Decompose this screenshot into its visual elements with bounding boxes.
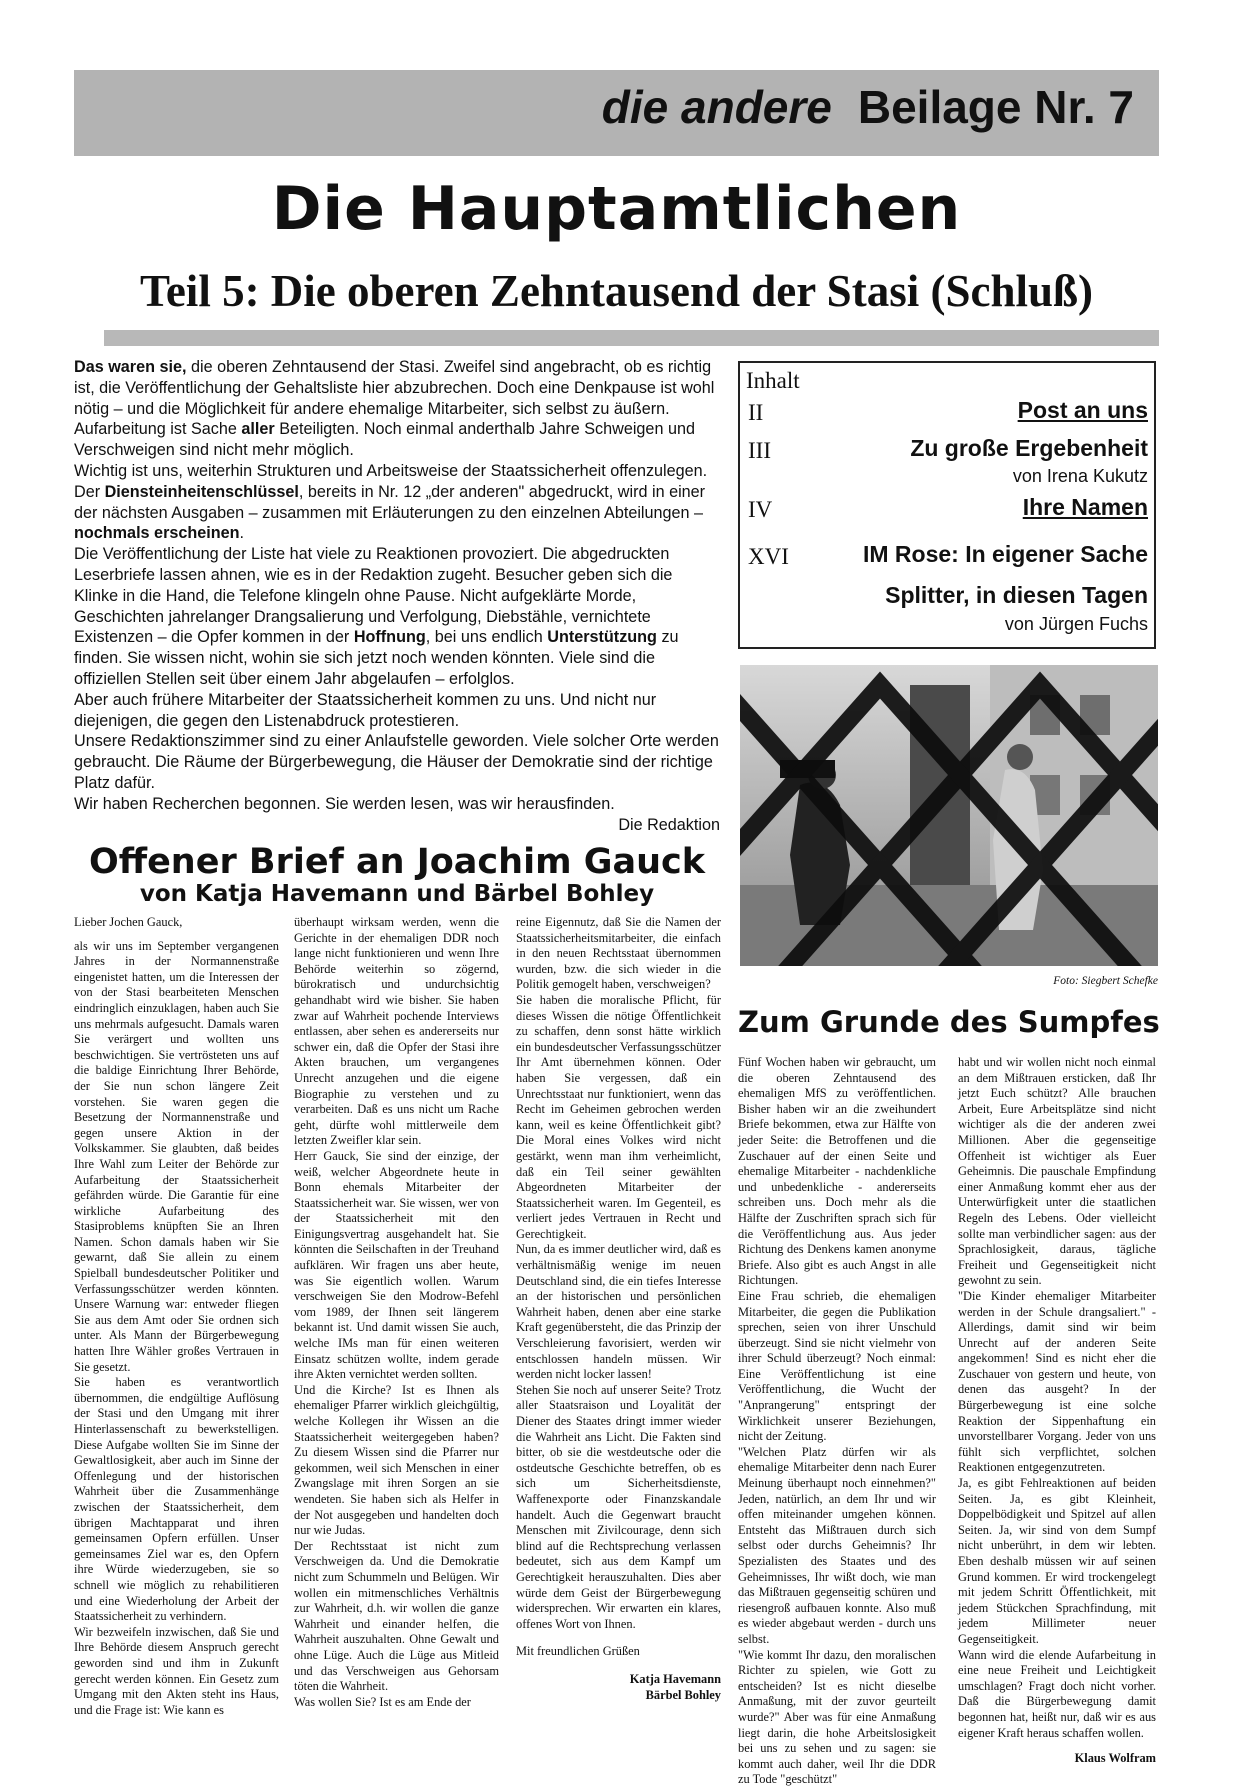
intro-emphasis: Unterstützung: [547, 628, 657, 647]
main-headline: Die Hauptamtlichen: [271, 174, 962, 244]
article-paragraph: Eine Frau schrieb, die ehemaligen Mitarbeiter, die gegen die Publikation sprechen, seien von ihrer Unschuld überzeugt. Sind sie nicht vielmehr von ihrer Schuld überzeugt? Noch einmal: Eine Veröffentlichung ist eine Veröffentlichung, die Wucht der "Anprangerung" entspringt der Wirklichkeit unserer Beziehungen, nicht der Zeitung.: [738, 1288, 936, 1444]
toc-item-title[interactable]: Zu große Ergebenheit: [910, 435, 1148, 461]
intro-lead: Das waren sie,: [74, 358, 187, 376]
intro-paragraph: [74, 544, 720, 690]
newspaper-name: die andere: [601, 81, 832, 133]
article-headline: Zum Grunde des Sumpfes: [738, 1005, 1160, 1039]
intro-paragraph: [74, 461, 720, 544]
toc-item-number: IV: [748, 497, 773, 522]
intro-text: Wichtig ist uns, weiterhin Strukturen und Arbeitsweise der Staatssicherheit offenzulegen. Der: [74, 461, 708, 501]
article-paragraph: habt und wir wollen nicht noch einmal an dem Mißtrauen ersticken, daß Ihr jetzt Euch schützt? Alle brauchen Arbeit, Eure Arbeitsplätze sind nicht wichtiger als die der anderen zwei Millionen. Aber die gegenseitige Offenheit ist wichtiger als Euer Geheimnis. Die pauschale Empfindung einer Anmaßung kommt eher aus der Unterwürfigkeit unter die staatlichen Regeln des Lebens. Oder vielleicht sollte man verbindlicher sagen: aus der Sprachlosigkeit, daraus, tägliche Freiheit und Gegenseitigkeit nicht gewohnt zu sein.: [958, 1055, 1156, 1288]
letter-column-1: [74, 915, 279, 1718]
letter-paragraph: Wir bezweifeln inzwischen, daß Sie und Ihre Behörde diesem Anspruch gerecht geworden sind und ihm in Zukunft gerecht werden können. Ein Gesetz zum Umgang mit den Akten steht ins Haus, und die Frage ist: Wie kann es: [74, 1624, 279, 1717]
letter-column-3: [516, 915, 721, 1703]
letter-signature: Katja Havemann: [629, 1671, 721, 1686]
letter-paragraph: Herr Gauck, Sie sind der einzige, der weiß, welcher Abgeordnete heute in Bonn ehemals Mitarbeiter der Staatssicherheit war. Sie wissen, wer von der Staatssicherheit mit den Einigungsvertrag ausgehandelt hat. Sie könnten die Seilschaften in der Treuhand aufklären. Wir fragen uns aber heute, was Sie eigentlich wollen. Warum verschweigen Sie den Modrow-Befehl vom 1989, der Ihnen seit längerem bekannt ist. Und damit wissen Sie auch, welche IMs man für einen weiteren Einsatz schützen wollte, indem gerade ihre Akten vernichtet werden sollten.: [294, 1148, 499, 1382]
intro-text: Beteiligten. Noch einmal anderthalb Jahre Schweigen und Verschweigen sind nicht mehr möglich.: [74, 420, 695, 460]
intro-emphasis: nochmals erscheinen: [74, 524, 240, 543]
photo-scene: [740, 665, 1158, 966]
letter-paragraph: als wir uns im September vergangenen Jahres in der Normannenstraße eingenistet hatten, um die Interessen der von der Stasi bearbeiteten Menschen eindringlich einzuklagen, haben auch Sie uns mehrmals aufgesucht. Damals waren Sie verärgert und wollten uns beschwichtigen. Sie vertrösteten uns auf die baldige Einrichtung Ihrer Behörde, der Sie nun schon längere Zeit vorstehen. Sie waren gegen die Besetzung der Normannenstraße und gegen unsere Aktion in der Volkskammer. Sie glaubten, daß beides Ihre Wahl zum Leiter der Behörde zur Aufarbeitung der Staatssicherheit gefährden würde. Die Garantie für eine wirkliche Aufarbeitung des Stasiproblems knüpften Sie an Ihren Namen. Schon damals haben wir Sie gewarnt, daß Sie allein zu einem Spielball bundesdeutscher Politiker und Verfassungsschützer werden könnten. Unsere Warnung war: entweder fliegen Sie aus dem Amt oder Sie ordnen sich unter. Als Mann der Bürgerbewegung hatten Ihre Wähler großes Vertrauen in Sie gesetzt.: [74, 938, 279, 1374]
toc-item-author: von Irena Kukutz: [1012, 466, 1148, 486]
article-paragraph: Wann wird die elende Aufarbeitung in eine neue Freiheit und Leichtigkeit umschlagen? Fragt doch nicht vorher. Daß die Bürgerbewegung damit begonnen hat, heißt nur, daß wir es aus eigener Kraft heraus schaffen wollen.: [958, 1647, 1156, 1740]
letter-paragraph: reine Eigennutz, daß Sie die Namen der Staatssicherheitsmitarbeiter, die einfach in den neuen Rechtsstaat übernommen wurden, bzw. die sich wieder in die Politik gemogelt haben, verschweigen?: [516, 915, 721, 992]
letter-signature: Bärbel Bohley: [645, 1687, 721, 1702]
photo-credit: Foto: Siegbert Schefke: [1053, 975, 1158, 987]
intro-signature: Die Redaktion: [618, 815, 720, 834]
letter-paragraph: Nun, da es immer deutlicher wird, daß es verhältnismäßig wenige im neuen Deutschland sind, die ein tiefes Interesse an der historischen und persönlichen Wahrheit haben, denen aber eine starke Kraft gegenübersteht, die das Prinzip der Verschleierung favorisiert, werden wir entschlossen handeln müssen. Wir werden nicht locker lassen!: [516, 1242, 721, 1382]
letter-headline: Offener Brief an Joachim Gauck: [88, 842, 706, 882]
article-paragraph: "Welchen Platz dürfen wir als ehemalige Mitarbeiter denn nach Eurer Meinung überhaupt noch einnehmen?" Jeden, natürlich, an dem Ihr und wir offen miteinander umgehen können. Entsteht das Mißtrauen durch sich selbst oder durchs Geheimnis? Ihr Spezialisten des Staates und des Geheimnisses, Ihr wißt doch, wie man das Mißtrauen gegenseitig schüren und riesengroß aufbauen konnte. Also muß es wieder abgebaut werden - durch uns selbst.: [738, 1444, 936, 1646]
article-author: Klaus Wolfram: [1074, 1751, 1156, 1766]
letter-closing: Mit freundlichen Grüßen: [516, 1644, 640, 1659]
toc-item-title[interactable]: Splitter, in diesen Tagen: [885, 582, 1148, 608]
letter-paragraph: Sie haben die moralische Pflicht, für dieses Wissen die nötige Öffentlichkeit zu schaffen, denn sonst hätte wirklich ein bundesdeutscher Verfassungsschützer Ihr Amt übernehmen können. Oder haben Sie vergessen, daß ein Unrechtsstaat nur funktioniert, wenn das Recht im Geheimen gebrochen werden kann, weil es keine Öffentlichkeit gibt? Die Moral eines Volkes wird nicht gestärkt, wenn man ihm verheimlicht, daß ein Teil seiner gewählten Abgeordneten Mitarbeiter der Staatssicherheit waren. Im Gegenteil, es verliert jedes Vertrauen in Recht und Gerechtigkeit.: [516, 992, 721, 1241]
letter-salutation: Lieber Jochen Gauck,: [74, 915, 183, 929]
intro-paragraph: Wir haben Recherchen begonnen. Sie werden lesen, was wir herausfinden.: [74, 794, 615, 813]
toc-item-number: XVI: [748, 544, 789, 569]
supplement-number: Beilage Nr. 7: [857, 81, 1134, 133]
toc-item-title[interactable]: IM Rose: In eigener Sache: [862, 541, 1148, 567]
article-paragraph: Fünf Wochen haben wir gebraucht, um die oberen Zehntausend des ehemaligen MfS zu veröffentlichen. Bisher haben wir an die zweihundert Briefe bekommen, etwa zur Hälfte von jeder Seite: die Betroffenen und die Zuschauer auf der einen Seite und ehemalige Mitarbeiter - nachdenkliche und unbedenkliche - andererseits schreiben uns. Doch mehr als die Hälfte der Zuschriften sprach sich für die Veröffentlichung aus. Aus jeder Richtung des Denkens kamen anonyme Briefe. Also gibt es auch Angst in alle Richtungen.: [738, 1055, 936, 1288]
masthead: [74, 80, 1134, 134]
intro-text: , bereits in Nr. 12 „der anderen" abgedruckt, wird in einer der nächsten Ausgaben – zusammen mit Erläuterungen zu den einzelnen Abteilungen –: [74, 482, 706, 522]
toc-item-author: von Jürgen Fuchs: [1004, 614, 1148, 634]
intro-text: , bei uns endlich: [425, 628, 548, 647]
letter-column-2: [294, 915, 499, 1710]
letter-byline: von Katja Havemann und Bärbel Bohley: [139, 881, 655, 907]
intro-emphasis: aller: [241, 420, 275, 439]
sub-headline: Teil 5: Die oberen Zehntausend der Stasi (Schluß): [139, 266, 1094, 316]
letter-paragraph: Was wollen Sie? Ist es am Ende der: [294, 1694, 471, 1709]
toc-item-title[interactable]: Ihre Namen: [1022, 494, 1148, 520]
intro-emphasis: Diensteinheitenschlüssel: [104, 482, 299, 501]
article-paragraph: Ja, es gibt Fehlreaktionen auf beiden Seiten. Ja, es gibt Kleinheit, Doppelbödigkeit und Spitzel auf allen Seiten. Ja, wir sind von dem Sumpf nicht unberührt, in dem wir lebten. Eben deshalb müssen wir auf seinen Grund kommen. Er wird trockengelegt mit jedem Schritt Öffentlichkeit, mit jedem Stückchen Sprachfindung, mit jedem Millimeter neuer Gegenseitigkeit.: [958, 1476, 1156, 1646]
toc-item-title[interactable]: Post an uns: [1017, 397, 1148, 423]
divider-bar: [104, 330, 1159, 346]
letter-paragraph: Stehen Sie noch auf unserer Seite? Trotz aller Staatsraison und Loyalität der Diener des Staates dringt immer wieder die Wahrheit ans Licht. Die Fakten sind bitter, ob sie die westdeutsche oder die ostdeutsche Geschichte betreffen, ob es sich um Sicherheitsdienste, Waffenexporte oder Finanzskandale handelt. Auch die Gegenwart braucht Menschen mit Zivilcourage, denn sich blind auf die Rechtsprechung verlassen bedeutet, sich aus dem Kampf um Gerechtigkeit herauszuhalten. Dies aber würde dem Geist der Bürgerbewegung widersprechen. Wir erwarten ein klares, offenes Wort von Ihnen.: [516, 1382, 721, 1631]
letter-paragraph: Und die Kirche? Ist es Ihnen als ehemaliger Pfarrer wirklich gleichgültig, welche Kollegen ihr Wissen an die Staatssicherheit weitergegeben haben? Zu diesem Wissen sind die Pfarrer nur gekommen, weil sich Menschen in einer Zwangslage mit ihren Sorgen an sie wendeten. Sie haben sich als Helfer in der Not ausgegeben und handelten doch nur wie Judas.: [294, 1382, 499, 1538]
letter-paragraph: Der Rechtsstaat ist nicht zum Verschweigen da. Und die Demokratie nicht zum Schummeln und Belügen. Wir wollen ein mitmenschliches Verhältnis zur Wahrheit, d.h. wir wollen die ganze Wahrheit und einander helfen, die Wahrheit auszuhalten. Ohne Gewalt und ohne Lüge. Auch die Lüge aus Mitleid und das Verschweigen aus Gehorsam töten die Wahrheit.: [294, 1538, 499, 1694]
intro-paragraph: Aber auch frühere Mitarbeiter der Staatssicherheit kommen zu uns. Und nicht nur diejenigen, die gegen den Listenabdruck protestieren.: [74, 690, 657, 730]
article-paragraph: "Die Kinder ehemaliger Mitarbeiter werden in der Schule drangsaliert." - Allerdings, damit sind wir beim Unrecht auf der anderen Seite angekommen! Sind es nicht eher die Zuschauer von gestern und heute, von denen das ausgeht? In der Bürgerbewegung ist eine solche Reaktion der Sippenhaftung ein unvorstellbarer Vorgang. Jeder von uns fühlt sich verpflichtet, solchen Reaktionen entgegenzutreten.: [958, 1288, 1156, 1475]
intro-text: zu finden. Sie wissen nicht, wohin sie sich jetzt noch wenden könnten. Viele sind die offiziellen Stellen seit über einem Jahr abgelaufen – erfolglos.: [74, 628, 679, 688]
intro-text: die oberen Zehntausend der Stasi. Zweifel sind angebracht, ob es richtig ist, die Veröffentlichung der Gehaltsliste hier abzubrechen. Doch eine Denkpause ist wohl nötig – und die Möglichkeit für andere ehemalige Mitarbeiter, sich selbst zu äußern. Aufarbeitung ist Sache: [74, 358, 715, 439]
intro-text: .: [239, 524, 245, 543]
intro-paragraph: Unsere Redaktionszimmer sind zu einer Anlaufstelle geworden. Viele solcher Orte werden gebraucht. Die Räume der Bürgerbewegung, die Häuser der Demokratie sind der richtige Platz dafür.: [74, 732, 719, 792]
news-photo: [740, 665, 1158, 966]
intro-paragraph: [74, 357, 720, 461]
intro-emphasis: Hoffnung: [353, 628, 426, 647]
article-column-2: [958, 1055, 1156, 1767]
intro-text: Die Veröffentlichung der Liste hat viele zu Reaktionen provoziert. Die abgedruckten Leserbriefe lassen ahnen, wie es in der Redaktion zugeht. Besucher geben sich die Klinke in die Hand, die Telefone klingeln ohne Pause. Nicht aufgeklärte Morde, Geschichten jahrelanger Drangsalierung und Verfolgung, Diebstähle, vernichtete Existenzen – die Opfer kommen in der: [74, 545, 673, 647]
article-column-1: [738, 1055, 936, 1788]
letter-paragraph: Sie haben es verantwortlich übernommen, die endgültige Auflösung der Stasi und den Umgang mit ihrer Hinterlassenschaft zu bewerkstelligen. Diese Aufgabe wollten Sie im Sinne der Gewaltlosigkeit, aber auch im Sinne der Offenlegung und der historischen Wahrheit über die Zusammenhänge zwischen der Staatssicherheit, dem übrigen Machtapparat und ihren gemeinsamen Opfern erfüllen. Unser gemeinsames Ziel war es, den Opfern ihre Würde wiederzugeben, sie so schnell wie möglich zu rehabilitieren und eine Wiederholung der Arbeit der Staatssicherheit zu verhindern.: [74, 1375, 279, 1624]
article-paragraph: "Wie kommt Ihr dazu, den moralischen Richter zu spielen, wie Gott zu entscheiden? Ist es nicht dieselbe Anmaßung, mit der zuvor geurteilt wurde?" Aber was für eine Anmaßung liegt darin, die hohe Arbeitslosigkeit bei uns zu sehen und zu sagen: sie kommt auch daher, weil Ihr die DDR zu Tode "geschützt": [738, 1647, 936, 1787]
toc-item-number: II: [748, 400, 764, 425]
toc-item-number: III: [748, 438, 771, 463]
letter-paragraph: überhaupt wirksam werden, wenn die Gerichte in der ehemaligen DDR noch lange nicht funktionieren und wenn Ihre Behörde weiterhin so zögernd, bürokratisch und undurchsichtig gehandhabt wird wie bisher. Sie haben zwar auf Wahrheit pochende Interviews entlassen, aber sehen es andererseits nur schwer ein, daß die Opfer der Stasi ihre Akten brauchen, um vergangenes Unrecht anzugehen und die eigene Biographie zu verstehen und zu verarbeiten. Daß es uns nicht um Rache geht, dürfte wohl mittlerweile dem letzten Zweifler klar sein.: [294, 915, 499, 1148]
toc-label: Inhalt: [746, 368, 800, 393]
editorial-intro: [74, 357, 720, 835]
